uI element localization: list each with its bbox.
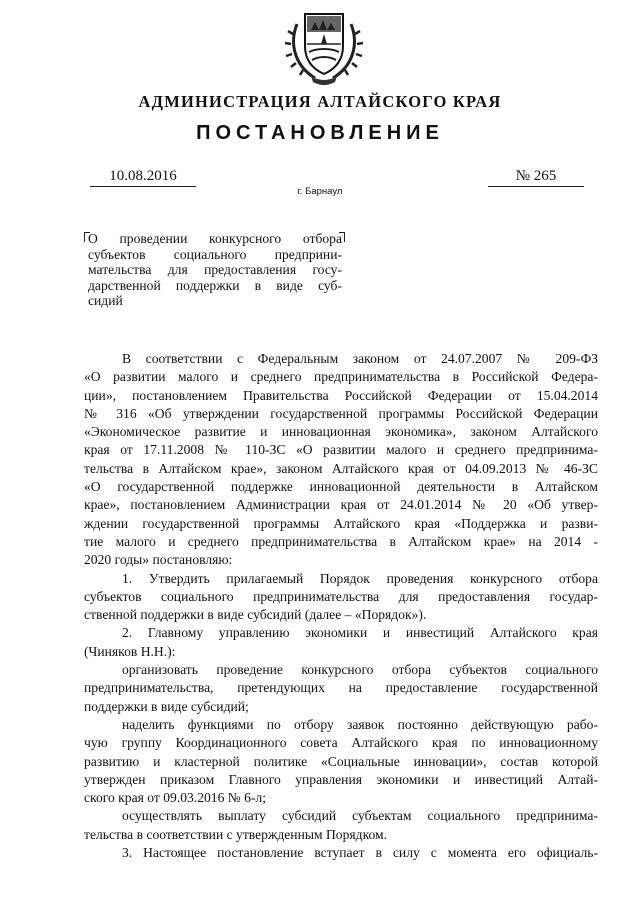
body-line: утвержден приказом Главного управления экономики и инвестиций Алтай- (84, 771, 598, 787)
body-line: «О государственной поддержке инновационной деятельности в Алтайском (84, 479, 598, 495)
document-body (84, 350, 598, 862)
body-line: развитию и кластерной политике «Социальные инновации», состав которой (84, 753, 598, 769)
body-line: организовать проведение конкурсного отбора субъектов социального (122, 662, 598, 678)
body-line: тие малого и среднего предпринимательства в Алтайском крае» на 2014 - (84, 533, 598, 549)
body-line: субъектов социального предпринимательства для предоставления государ- (84, 588, 598, 604)
body-line: ского края от 09.03.2016 № 6-л; (84, 790, 267, 806)
subject-line: дарственной поддержки в виде суб- (88, 277, 342, 293)
body-line: ции», постановлением Правительства Российской Федерации от 15.04.2014 (84, 387, 598, 403)
body-line: 3. Настоящее постановление вступает в силу с момента его официаль- (122, 845, 598, 861)
body-line: тельства в Алтайском крае», законом Алтайского края от 04.09.2013 № 46-ЗС (84, 460, 598, 476)
body-line: «О развитии малого и среднего предпринимательства в Российской Федера- (84, 369, 598, 385)
coat-of-arms-emblem (285, 4, 363, 86)
document-city: г. Барнаул (297, 186, 343, 197)
subject-line: сидий (88, 293, 123, 308)
body-line: (Чиняков Н.Н.): (84, 643, 176, 659)
body-line: ственной поддержки в виде субсидий (далее – «Порядок»). (84, 607, 427, 623)
body-line: наделить функциями по отбору заявок постоянно действующую рабо- (122, 716, 598, 732)
body-line: крае», постановлением Администрации края от 24.01.2014 № 20 «Об утвер- (84, 497, 598, 513)
organization-name: АДМИНИСТРАЦИЯ АЛТАЙСКОГО КРАЯ (138, 92, 502, 111)
body-line: предпринимательства, претендующих на предоставление государственной (84, 680, 598, 696)
subject-line: мательства для предоставления госу- (88, 262, 342, 277)
document-type-title: ПОСТАНОВЛЕНИЕ (196, 122, 444, 144)
body-line: края от 17.11.2008 № 110-ЗС «О развитии малого и среднего предпринима- (84, 442, 598, 458)
document-number: № 265 (488, 168, 584, 187)
subject-line: О проведении конкурсного отбора (88, 231, 342, 246)
body-line: В соответствии с Федеральным законом от 24.07.2007 № 209-ФЗ (122, 351, 598, 366)
body-line: № 316 «Об утверждении государственной программы Российской Федерации (84, 405, 598, 421)
subject-line: субъектов социального предприни- (88, 246, 342, 262)
body-line: чую группу Координационного совета Алтайского края по инновационному (84, 735, 598, 751)
body-line: тельства в соответствии с утвержденным Порядком. (84, 826, 388, 842)
document-date: 10.08.2016 (90, 168, 196, 187)
body-line: 2. Главному управлению экономики и инвестиций Алтайского края (122, 625, 598, 641)
body-line: «Экономическое развитие и инновационная экономика», законом Алтайского (84, 424, 598, 440)
body-line: ждении государственной программы Алтайского края «Поддержка и разви- (84, 515, 598, 531)
body-line: 1. Утвердить прилагаемый Порядок проведения конкурсного отбора (122, 570, 598, 586)
body-line: 2020 годы» постановляю: (84, 552, 233, 568)
body-line: поддержки в виде субсидий; (84, 698, 249, 714)
subject-block (88, 231, 342, 309)
body-line: осуществлять выплату субсидий субъектам социального предпринима- (122, 808, 598, 824)
